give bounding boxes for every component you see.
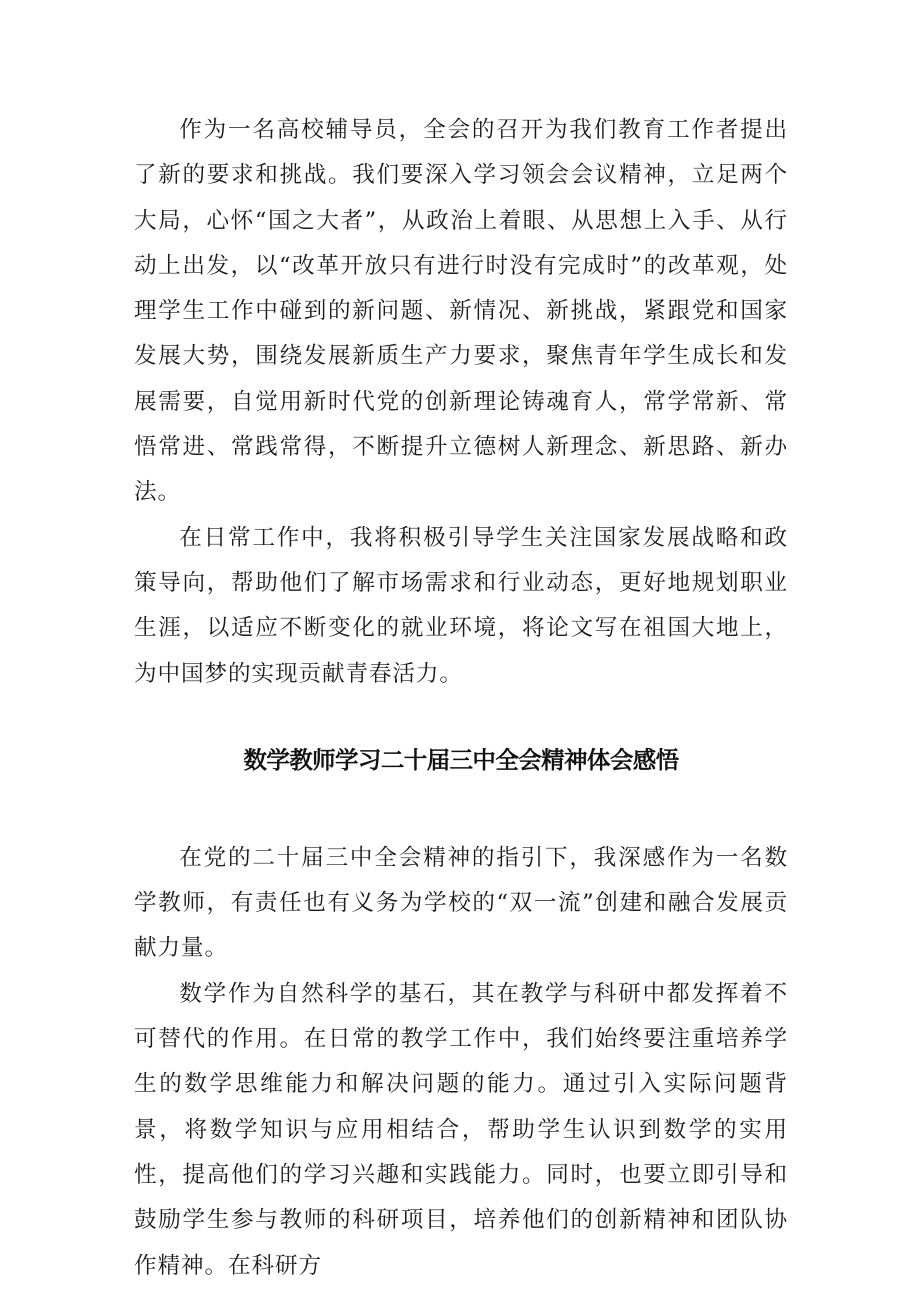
paragraph: 在日常工作中，我将积极引导学生关注国家发展战略和政策导向，帮助他们了解市场需求和行业动态，更好地规划职业生涯，以适应不断变化的就业环境，将论文写在祖国大地上，为中国梦的实现贡献青春活力。 — [134, 524, 788, 687]
spacer — [134, 780, 788, 836]
section-title: 数学教师学习二十届三中全会精神体会感悟 — [243, 745, 679, 774]
spacer — [134, 697, 788, 740]
document-body — [134, 108, 788, 1289]
paragraph: 数学作为自然科学的基石，其在教学与科研中都发挥着不可替代的作用。在日常的教学工作中，我们始终要注重培养学生的数学思维能力和解决问题的能力。通过引入实际问题背景，将数学知识与应用相结合，帮助学生认识到数学的实用性，提高他们的学习兴趣和实践能力。同时，也要立即引导和鼓励学生参与教师的科研项目，培养他们的创新精神和团队协作精神。在科研方 — [134, 980, 788, 1279]
paragraph: 作为一名高校辅导员，全会的召开为我们教育工作者提出了新的要求和挑战。我们要深入学习领会会议精神，立足两个大局，心怀“国之大者”，从政治上着眼、从思想上入手、从行动上出发，以“改革开放只有进行时没有完成时”的改革观，处理学生工作中碰到的新问题、新情况、新挑战，紧跟党和国家发展大势，围绕发展新质生产力要求，聚焦青年学生成长和发展需要，自觉用新时代党的创新理论铸魂育人，常学常新、常悟常进、常践常得，不断提升立德树人新理念、新思路、新办法。 — [134, 117, 788, 506]
paragraph: 在党的二十届三中全会精神的指引下，我深感作为一名数学教师，有责任也有义务为学校的“双一流”创建和融合发展贡献力量。 — [134, 844, 788, 962]
